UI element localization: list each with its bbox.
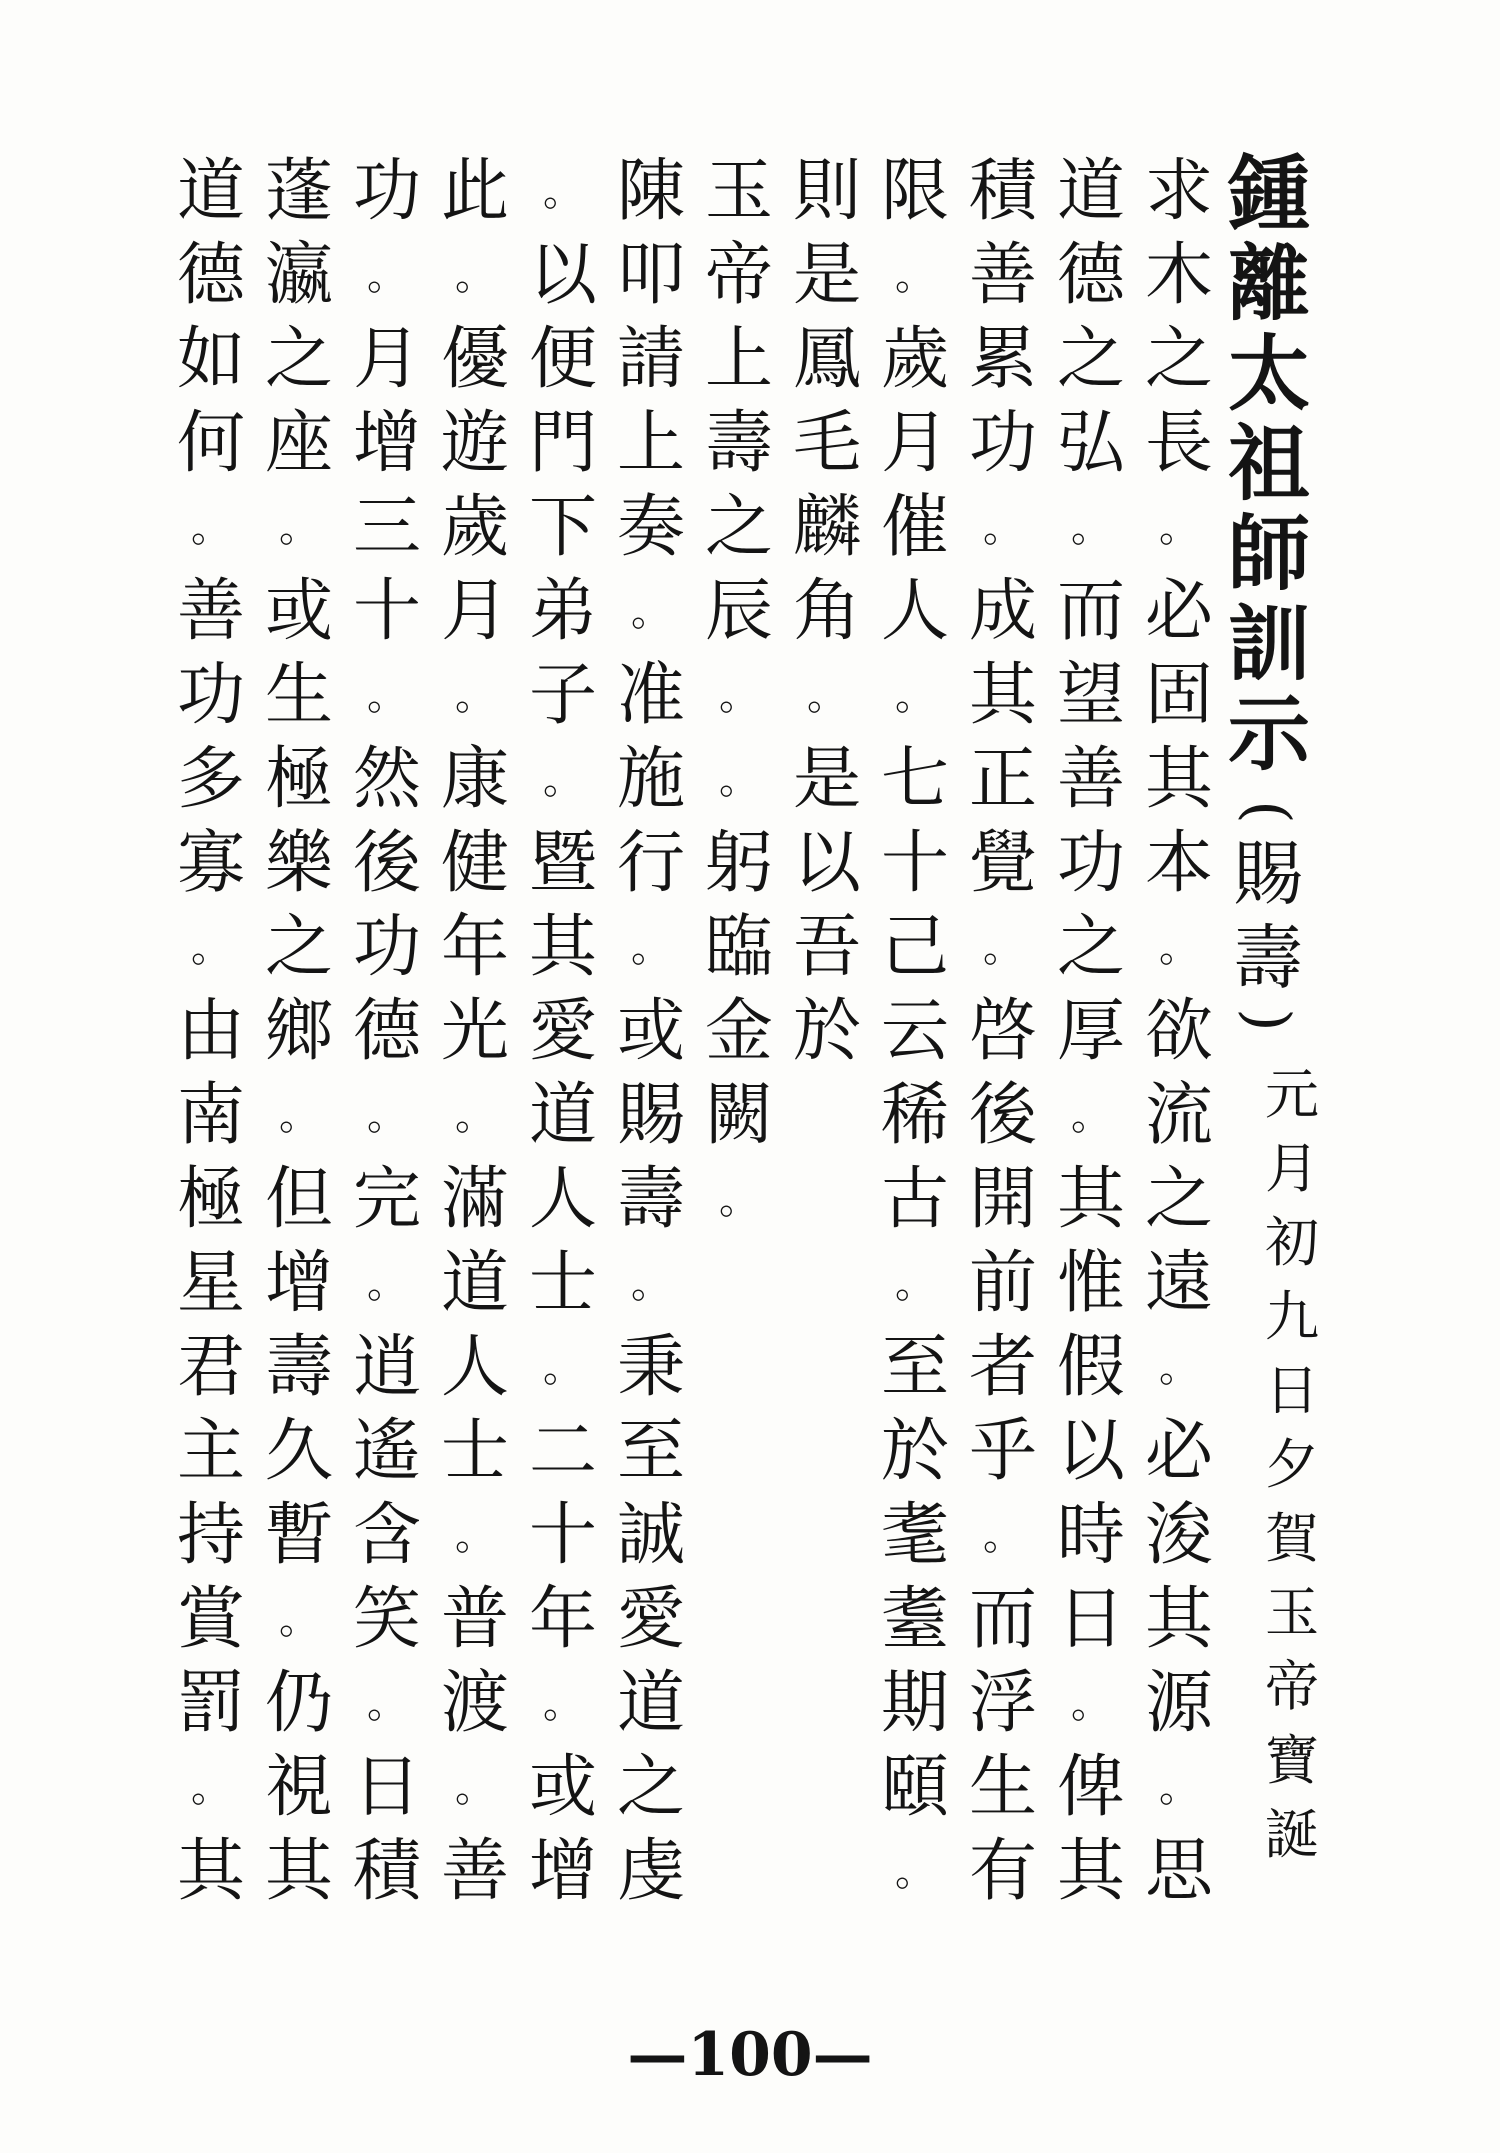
text-char: 角 [792, 572, 861, 651]
text-char: 健 [440, 824, 509, 903]
text-char: 闕 [704, 1076, 773, 1155]
punctuation-mark: 。 [1159, 1765, 1199, 1811]
punctuation-mark: 。 [1159, 1345, 1199, 1391]
text-char: 俾 [1056, 1748, 1125, 1827]
text-char: 己 [880, 908, 949, 987]
punctuation-mark: 。 [719, 757, 759, 803]
text-char: 壽 [704, 404, 773, 483]
text-char: 本 [1144, 824, 1213, 903]
text-char: 人 [440, 1328, 509, 1407]
text-char: 壽 [616, 1160, 685, 1239]
text-char: 積 [968, 152, 1037, 231]
text-char: 仍 [264, 1664, 333, 1743]
text-char: 此 [440, 152, 509, 231]
text-char: 至 [616, 1412, 685, 1491]
text-char: 由 [176, 992, 245, 1071]
text-char: 至 [880, 1328, 949, 1407]
text-char: 假 [1056, 1328, 1125, 1407]
text-char: 月 [440, 572, 509, 651]
punctuation-mark: 。 [279, 1093, 319, 1139]
text-char: 上 [704, 320, 773, 399]
text-char: 君 [176, 1328, 245, 1407]
text-char: 望 [1056, 656, 1125, 735]
text-char: 十 [528, 1496, 597, 1575]
text-char: 極 [176, 1160, 245, 1239]
date-char: 元 [1265, 1063, 1319, 1126]
text-char: 浚 [1144, 1496, 1213, 1575]
text-char: 成 [968, 572, 1037, 651]
text-char: 年 [440, 908, 509, 987]
text-char: 何 [176, 404, 245, 483]
text-char: 渡 [440, 1664, 509, 1743]
date-char: 帝 [1265, 1655, 1319, 1718]
text-char: 則 [792, 152, 861, 231]
punctuation-mark: 。 [367, 1261, 407, 1307]
text-char: 道 [1056, 152, 1125, 231]
title-char: 示 [1228, 687, 1311, 782]
text-char: 而 [968, 1580, 1037, 1659]
text-char: 暨 [528, 824, 597, 903]
text-char: 功 [352, 908, 421, 987]
text-column [788, 150, 866, 1074]
text-char: 二 [528, 1412, 597, 1491]
subtitle-char: 壽 [1233, 917, 1303, 999]
title-char: 訓 [1228, 597, 1311, 692]
date-char: 夕 [1265, 1433, 1319, 1496]
text-char: 臨 [704, 908, 773, 987]
punctuation-mark: 。 [983, 925, 1023, 971]
text-column [172, 150, 250, 1914]
text-char: 施 [616, 740, 685, 819]
text-char: 限 [880, 152, 949, 231]
punctuation-mark: 。 [895, 1849, 935, 1895]
text-char: 蓬 [264, 152, 333, 231]
date-line [1262, 1058, 1322, 1872]
text-char: 以 [792, 824, 861, 903]
text-char: 增 [264, 1244, 333, 1323]
text-char: 虔 [616, 1832, 685, 1911]
text-char: 完 [352, 1160, 421, 1239]
text-char: 長 [1144, 404, 1213, 483]
subtitle-open-paren: ( [1232, 800, 1303, 824]
text-char: 是 [792, 740, 861, 819]
text-char: 其 [1144, 740, 1213, 819]
text-char: 其 [264, 1832, 333, 1911]
text-char: 其 [968, 656, 1037, 735]
text-char: 遊 [440, 404, 509, 483]
text-char: 上 [616, 404, 685, 483]
date-char: 日 [1265, 1359, 1319, 1422]
punctuation-mark: 。 [631, 1261, 671, 1307]
text-char: 行 [616, 824, 685, 903]
text-char: 之 [1144, 1160, 1213, 1239]
text-char: 流 [1144, 1076, 1213, 1155]
text-char: 後 [968, 1076, 1037, 1155]
text-char: 以 [528, 236, 597, 315]
text-char: 優 [440, 320, 509, 399]
text-char: 德 [1056, 236, 1125, 315]
text-char: 德 [176, 236, 245, 315]
punctuation-mark: 。 [983, 505, 1023, 551]
text-column [612, 150, 690, 1914]
text-char: 遠 [1144, 1244, 1213, 1323]
text-char: 人 [528, 1160, 597, 1239]
text-char: 毛 [792, 404, 861, 483]
punctuation-mark: 。 [895, 253, 935, 299]
text-char: 陳 [616, 152, 685, 231]
text-char: 源 [1144, 1664, 1213, 1743]
text-char: 道 [528, 1076, 597, 1155]
text-char: 極 [264, 740, 333, 819]
text-char: 稀 [880, 1076, 949, 1155]
text-char: 期 [880, 1664, 949, 1743]
text-char: 持 [176, 1496, 245, 1575]
text-column [348, 150, 426, 1914]
title-char: 師 [1228, 507, 1311, 602]
text-char: 道 [616, 1664, 685, 1743]
date-char: 九 [1265, 1285, 1319, 1348]
punctuation-mark: 。 [1071, 505, 1111, 551]
title-char: 祖 [1228, 417, 1311, 512]
text-char: 生 [968, 1748, 1037, 1827]
text-char: 而 [1056, 572, 1125, 651]
text-char: 善 [1056, 740, 1125, 819]
text-char: 子 [528, 656, 597, 735]
text-column [1052, 150, 1130, 1914]
text-char: 年 [528, 1580, 597, 1659]
text-char: 功 [352, 152, 421, 231]
text-char: 云 [880, 992, 949, 1071]
text-char: 或 [616, 992, 685, 1071]
punctuation-mark: 。 [631, 925, 671, 971]
text-char: 功 [1056, 824, 1125, 903]
text-char: 增 [528, 1832, 597, 1911]
text-char: 耄 [880, 1496, 949, 1575]
text-char: 有 [968, 1832, 1037, 1911]
text-char: 鳳 [792, 320, 861, 399]
date-char: 賀 [1265, 1507, 1319, 1570]
text-char: 之 [1056, 908, 1125, 987]
title-text [1228, 147, 1311, 782]
text-char: 道 [176, 152, 245, 231]
punctuation-mark: 。 [191, 1765, 231, 1811]
text-char: 欲 [1144, 992, 1213, 1071]
text-char: 寡 [176, 824, 245, 903]
text-char: 月 [352, 320, 421, 399]
text-char: 士 [528, 1244, 597, 1323]
text-char: 於 [880, 1412, 949, 1491]
text-char: 厚 [1056, 992, 1125, 1071]
text-char: 十 [352, 572, 421, 651]
text-char: 鄉 [264, 992, 333, 1071]
text-char: 乎 [968, 1412, 1037, 1491]
text-char: 其 [1056, 1160, 1125, 1239]
text-char: 主 [176, 1412, 245, 1491]
text-char: 壽 [264, 1328, 333, 1407]
text-char: 累 [968, 320, 1037, 399]
text-char: 其 [176, 1832, 245, 1911]
text-char: 德 [352, 992, 421, 1071]
text-char: 或 [264, 572, 333, 651]
text-char: 惟 [1056, 1244, 1125, 1323]
document-subtitle [1228, 792, 1308, 1040]
text-char: 增 [352, 404, 421, 483]
text-char: 是 [792, 236, 861, 315]
punctuation-mark: 。 [807, 673, 847, 719]
text-column [1140, 150, 1218, 1914]
text-char: 滿 [440, 1160, 509, 1239]
subtitle-char: 賜 [1233, 833, 1303, 915]
text-char: 門 [528, 404, 597, 483]
text-char: 瀛 [264, 236, 333, 315]
text-char: 愛 [616, 1580, 685, 1659]
text-char: 帝 [704, 236, 773, 315]
text-char: 求 [1144, 152, 1213, 231]
text-char: 准 [616, 656, 685, 735]
text-column [700, 150, 778, 1242]
text-char: 樂 [264, 824, 333, 903]
text-char: 必 [1144, 1412, 1213, 1491]
punctuation-mark: 。 [1159, 505, 1199, 551]
text-char: 日 [1056, 1580, 1125, 1659]
text-char: 罰 [176, 1664, 245, 1743]
text-char: 頤 [880, 1748, 949, 1827]
punctuation-mark: 。 [455, 1513, 495, 1559]
text-char: 躬 [704, 824, 773, 903]
text-char: 笑 [352, 1580, 421, 1659]
punctuation-mark: 。 [719, 673, 759, 719]
date-char: 月 [1265, 1137, 1319, 1200]
text-char: 正 [968, 740, 1037, 819]
punctuation-mark: 。 [1071, 1681, 1111, 1727]
text-char: 久 [264, 1412, 333, 1491]
text-char: 然 [352, 740, 421, 819]
text-char: 下 [528, 488, 597, 567]
punctuation-mark: 。 [191, 925, 231, 971]
punctuation-mark: 。 [455, 673, 495, 719]
text-char: 之 [704, 488, 773, 567]
text-char: 士 [440, 1412, 509, 1491]
punctuation-mark: 。 [543, 757, 583, 803]
text-char: 前 [968, 1244, 1037, 1323]
text-char: 開 [968, 1160, 1037, 1239]
text-char: 但 [264, 1160, 333, 1239]
text-char: 積 [352, 1832, 421, 1911]
text-char: 之 [1056, 320, 1125, 399]
punctuation-mark: 。 [719, 1177, 759, 1223]
punctuation-mark: 。 [1071, 1093, 1111, 1139]
punctuation-mark: 。 [455, 253, 495, 299]
text-char: 善 [968, 236, 1037, 315]
text-char: 啓 [968, 992, 1037, 1071]
text-char: 含 [352, 1496, 421, 1575]
text-char: 請 [616, 320, 685, 399]
page-number: —100— [627, 2020, 873, 2090]
punctuation-mark: 。 [1159, 925, 1199, 971]
title-char: 太 [1228, 327, 1311, 422]
date-char: 誕 [1265, 1803, 1319, 1866]
text-char: 或 [528, 1748, 597, 1827]
text-column [436, 150, 514, 1914]
text-char: 弟 [528, 572, 597, 651]
text-char: 三 [352, 488, 421, 567]
punctuation-mark: 。 [543, 169, 583, 215]
punctuation-mark: 。 [367, 673, 407, 719]
text-char: 吾 [792, 908, 861, 987]
text-char: 功 [176, 656, 245, 735]
text-char: 康 [440, 740, 509, 819]
text-char: 南 [176, 1076, 245, 1155]
text-char: 浮 [968, 1664, 1037, 1743]
title-char: 鍾 [1228, 147, 1311, 242]
text-char: 誠 [616, 1496, 685, 1575]
punctuation-mark: 。 [895, 673, 935, 719]
text-char: 善 [440, 1832, 509, 1911]
text-char: 以 [1056, 1412, 1125, 1491]
punctuation-mark: 。 [895, 1261, 935, 1307]
text-char: 古 [880, 1160, 949, 1239]
text-char: 歲 [880, 320, 949, 399]
text-column [260, 150, 338, 1914]
text-char: 逍 [352, 1328, 421, 1407]
text-char: 月 [880, 404, 949, 483]
text-column [876, 150, 954, 1914]
text-char: 道 [440, 1244, 509, 1323]
text-column [524, 150, 602, 1914]
punctuation-mark: 。 [367, 1681, 407, 1727]
document-title [1228, 147, 1311, 1040]
text-char: 金 [704, 992, 773, 1071]
punctuation-mark: 。 [455, 1093, 495, 1139]
text-char: 其 [1056, 1832, 1125, 1911]
text-char: 其 [1144, 1580, 1213, 1659]
text-char: 必 [1144, 572, 1213, 651]
text-char: 奏 [616, 488, 685, 567]
text-char: 之 [264, 320, 333, 399]
text-char: 賞 [176, 1580, 245, 1659]
punctuation-mark: 。 [279, 1597, 319, 1643]
date-char: 初 [1265, 1211, 1319, 1274]
text-char: 生 [264, 656, 333, 735]
text-char: 辰 [704, 572, 773, 651]
text-char: 座 [264, 404, 333, 483]
text-char: 覺 [968, 824, 1037, 903]
text-char: 人 [880, 572, 949, 651]
punctuation-mark: 。 [983, 1513, 1023, 1559]
text-char: 後 [352, 824, 421, 903]
text-char: 視 [264, 1748, 333, 1827]
text-char: 功 [968, 404, 1037, 483]
punctuation-mark: 。 [279, 505, 319, 551]
date-char: 寶 [1265, 1729, 1319, 1792]
text-char: 普 [440, 1580, 509, 1659]
text-char: 光 [440, 992, 509, 1071]
text-char: 星 [176, 1244, 245, 1323]
punctuation-mark: 。 [455, 1765, 495, 1811]
text-char: 木 [1144, 236, 1213, 315]
punctuation-mark: 。 [367, 253, 407, 299]
text-char: 催 [880, 488, 949, 567]
text-char: 愛 [528, 992, 597, 1071]
date-char: 玉 [1265, 1581, 1319, 1644]
punctuation-mark: 。 [191, 505, 231, 551]
text-char: 七 [880, 740, 949, 819]
punctuation-mark: 。 [367, 1093, 407, 1139]
text-char: 者 [968, 1328, 1037, 1407]
text-char: 固 [1144, 656, 1213, 735]
text-char: 遙 [352, 1412, 421, 1491]
punctuation-mark: 。 [543, 1345, 583, 1391]
text-char: 十 [880, 824, 949, 903]
text-char: 便 [528, 320, 597, 399]
punctuation-mark: 。 [543, 1681, 583, 1727]
text-char: 思 [1144, 1832, 1213, 1911]
punctuation-mark: 。 [631, 589, 671, 635]
text-char: 其 [528, 908, 597, 987]
text-char: 耋 [880, 1580, 949, 1659]
text-char: 善 [176, 572, 245, 651]
text-char: 歲 [440, 488, 509, 567]
subtitle-close-paren: ) [1232, 1008, 1303, 1032]
subtitle-text [1228, 832, 1308, 1000]
text-char: 弘 [1056, 404, 1125, 483]
text-char: 叩 [616, 236, 685, 315]
text-char: 之 [616, 1748, 685, 1827]
text-char: 日 [352, 1748, 421, 1827]
text-char: 於 [792, 992, 861, 1071]
text-char: 秉 [616, 1328, 685, 1407]
text-char: 如 [176, 320, 245, 399]
text-char: 之 [264, 908, 333, 987]
text-char: 麟 [792, 488, 861, 567]
text-column [964, 150, 1042, 1914]
text-char: 玉 [704, 152, 773, 231]
text-char: 暫 [264, 1496, 333, 1575]
text-char: 賜 [616, 1076, 685, 1155]
text-char: 多 [176, 740, 245, 819]
title-char: 離 [1228, 237, 1311, 332]
text-char: 之 [1144, 320, 1213, 399]
text-char: 時 [1056, 1496, 1125, 1575]
